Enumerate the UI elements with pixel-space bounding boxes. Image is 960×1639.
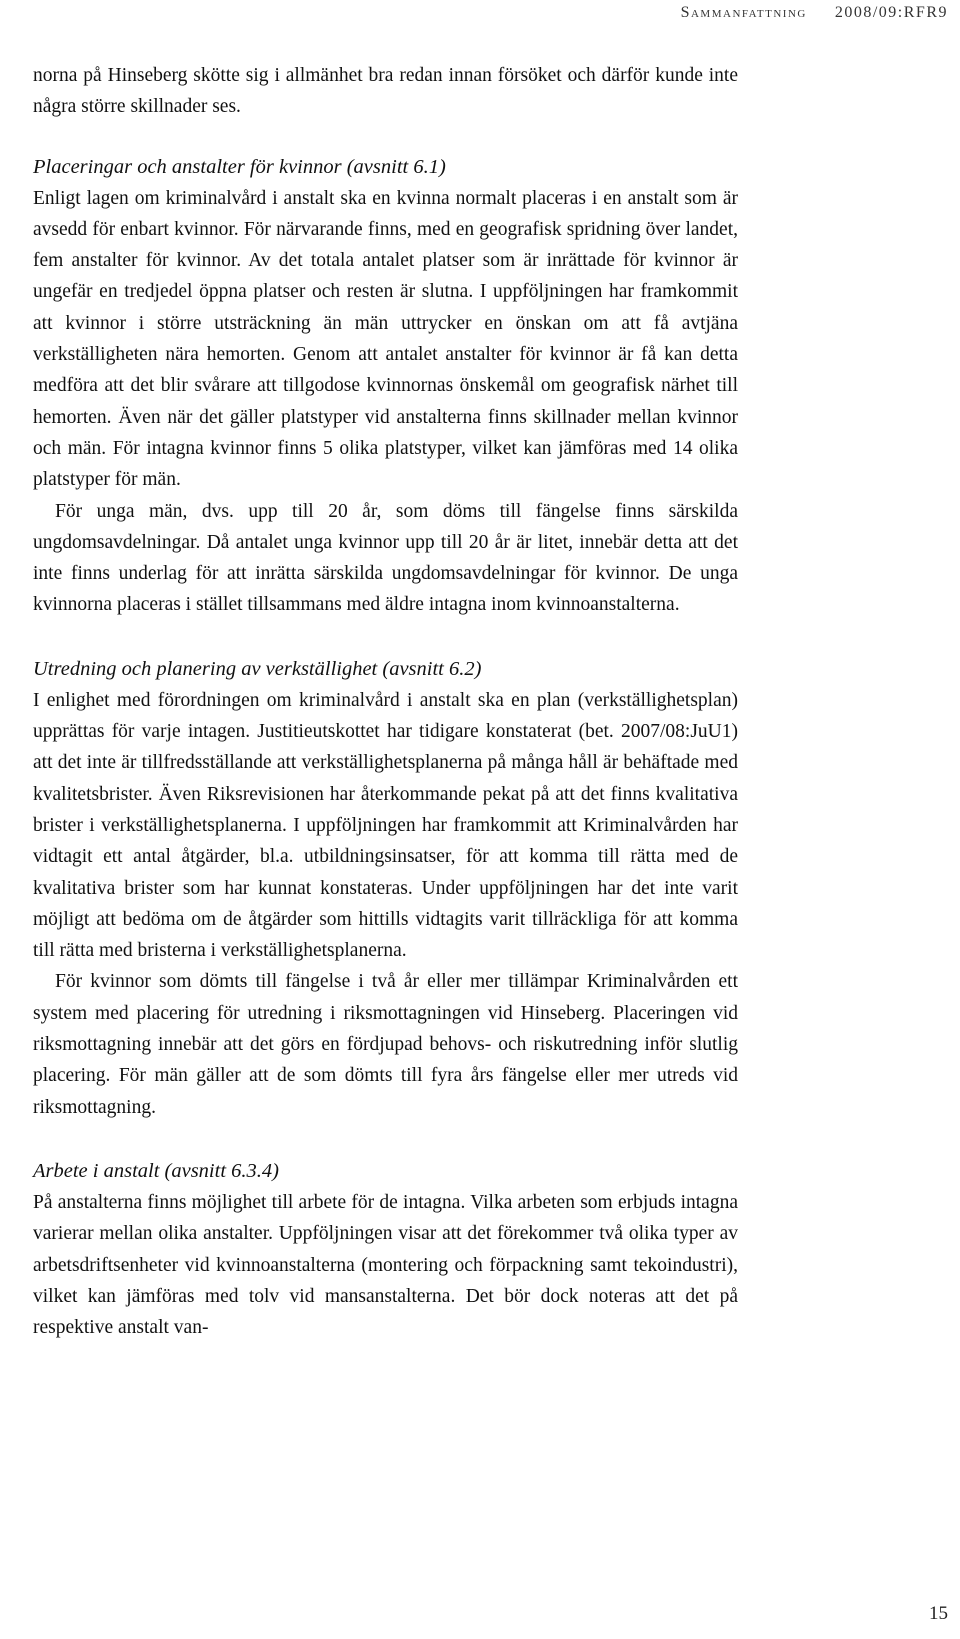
header-section-title: Sammanfattning <box>680 4 807 21</box>
page-number: 15 <box>929 1603 948 1624</box>
running-header <box>681 4 948 22</box>
section-heading-arbete: Arbete i anstalt (avsnitt 6.3.4) <box>33 1159 279 1182</box>
section-heading-utredning: Utredning och planering av verkställighet (avsnitt 6.2) <box>33 657 482 680</box>
intro-paragraph: norna på Hinseberg skötte sig i allmänhet bra redan innan försöket och därför kunde inte några större skillnader ses. <box>33 65 738 118</box>
section-heading-placeringar: Placeringar och anstalter för kvinnor (avsnitt 6.1) <box>33 155 446 178</box>
section2-paragraph-2: För kvinnor som dömts till fängelse i två år eller mer tillämpar Kriminalvården ett system med placering för utredning i riksmottagningen vid Hinseberg. Placeringen vid riksmottagning innebär att det görs en fördjupad behovs- och riskutredning inför slutlig placering. För män gäller att de som dömts till fyra års fängelse eller mer utreds vid riksmottagning. <box>33 971 738 1118</box>
section2-paragraph-1: I enlighet med förordningen om kriminalvård i anstalt ska en plan (verkställighetsplan) upprättas för varje intagen. Justitieutskottet har tidigare konstaterat (bet. 2007/08:JuU1) att det inte är tillfredsställande att verkställighetsplanerna på många håll är behäftade med kvalitetsbrister. Även Riksrevisionen har återkommande pekat på att det finns kvalitativa brister i verkställighetsplanerna. I uppföljningen har framkommit att Kriminalvården har vidtagit ett antal åtgärder, bl.a. utbildningsinsatser, för att komma till rätta med de kvalitativa brister som har kunnat konstateras. Under uppföljningen har det inte varit möjligt att bedöma om de åtgärder som hittills vidtagits varit tillräckliga för att komma till rätta med bristerna i verkställighetsplanerna. <box>33 689 738 962</box>
header-report-number: 2008/09:RFR9 <box>834 4 948 21</box>
section3-paragraph-1: På anstalterna finns möjlighet till arbete för de intagna. Vilka arbeten som erbjuds intagna varierar mellan olika anstalter. Uppföljningen visar att det förekommer två olika typer av arbetsdriftsenheter vid kvinnoanstalterna (montering och förpackning samt tekoindustri), vilket kan jämföras med tolv vid mansanstalterna. Det bör dock noteras att det på respektive anstalt van- <box>33 1191 738 1339</box>
page-body <box>33 60 738 1343</box>
section1-paragraph-2: För unga män, dvs. upp till 20 år, som döms till fängelse finns särskilda ungdomsavdelningar. Då antalet unga kvinnor upp till 20 år är litet, innebär detta att det inte finns underlag för att inrätta särskilda ungdomsavdelningar för kvinnor. De unga kvinnorna placeras i stället tillsammans med äldre intagna inom kvinnoanstalterna. <box>33 500 738 616</box>
section1-paragraph-1: Enligt lagen om kriminalvård i anstalt ska en kvinna normalt placeras i en anstalt som är avsedd för enbart kvinnor. För närvarande finns, med en geografisk spridning över landet, fem anstalter för kvinnor. Av det totala antalet platser som är inrättade för kvinnor är ungefär en tredjedel öppna platser och resten är slutna. I uppföljningen har framkommit att kvinnor i större utsträckning än män uttrycker en önskan om att få avtjäna verkställigheten nära hemorten. Genom att antalet anstalter för kvinnor är få kan detta medföra att det blir svårare att tillgodose kvinnornas önskemål om geografisk närhet till hemorten. Även när det gäller platstyper vid anstalterna finns skillnader mellan kvinnor och män. För intagna kvinnor finns 5 olika platstyper, vilket kan jämföras med 14 olika platstyper för män. <box>33 187 738 491</box>
